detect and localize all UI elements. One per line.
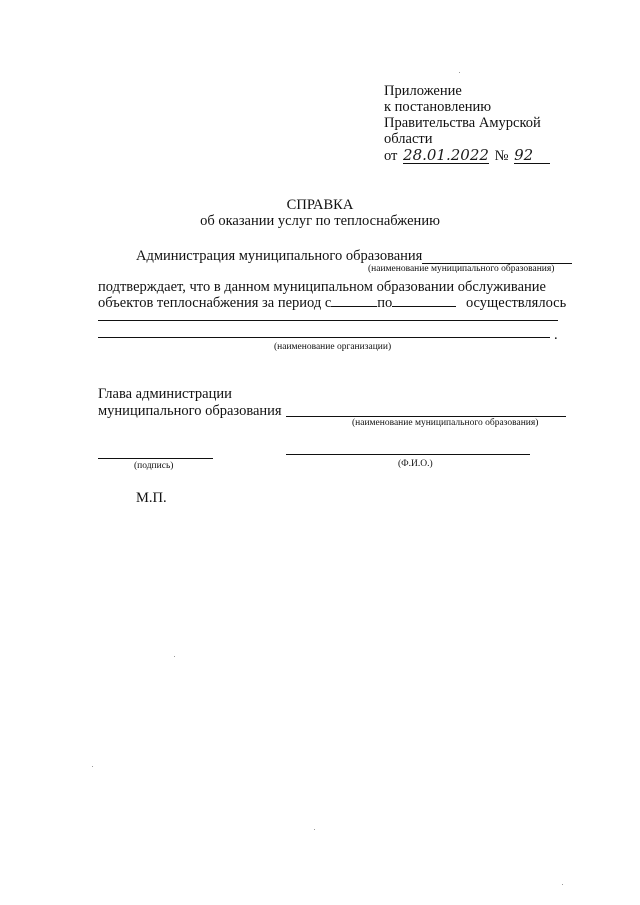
appendix-date-handwritten: 28.01.2022 xyxy=(403,146,489,164)
appendix-date-line xyxy=(384,148,550,164)
head-name-field xyxy=(286,416,566,417)
scan-speck xyxy=(459,72,460,73)
period-prefix: объектов теплоснабжения за период с xyxy=(98,295,332,311)
appendix-number-label: № xyxy=(494,148,509,164)
scan-speck xyxy=(174,656,175,657)
appendix-line-1: Приложение xyxy=(384,83,462,99)
stamp-label: М.П. xyxy=(136,490,167,506)
document-title: СПРАВКА xyxy=(286,197,354,213)
appendix-line-3: Правительства Амурской xyxy=(384,115,541,131)
fio-field xyxy=(286,454,530,455)
org-line-period: . xyxy=(554,327,558,343)
period-start-field xyxy=(331,306,377,307)
head-line-1: Глава администрации xyxy=(98,386,232,402)
scan-speck xyxy=(314,829,315,830)
appendix-number-handwritten: 92 xyxy=(514,148,550,164)
scan-speck xyxy=(562,884,563,885)
document-subtitle: об оказании услуг по теплоснабжению xyxy=(200,213,440,229)
fio-caption: (Ф.И.О.) xyxy=(398,459,433,469)
signature-caption: (подпись) xyxy=(134,461,174,471)
scan-speck xyxy=(92,766,93,767)
period-end-field xyxy=(392,306,456,307)
confirm-line: подтверждает, что в данном муниципальном образовании обслуживание xyxy=(98,279,546,295)
appendix-line-4: области xyxy=(384,131,433,147)
org-caption: (наименование организации) xyxy=(274,342,392,352)
org-line-2 xyxy=(98,337,550,338)
head-line-2: муниципального образования xyxy=(98,403,282,419)
head-caption: (наименование муниципального образования) xyxy=(352,418,539,428)
period-suffix: осуществлялось xyxy=(465,295,567,311)
period-line xyxy=(98,296,566,311)
appendix-line-2: к постановлению xyxy=(384,99,492,115)
period-to-label: по xyxy=(377,295,393,311)
appendix-from-label: от xyxy=(384,148,398,164)
org-line-1 xyxy=(98,320,558,321)
admin-label: Администрация муниципального образования xyxy=(136,248,423,264)
signature-field xyxy=(98,458,213,459)
admin-caption: (наименование муниципального образования) xyxy=(368,264,555,274)
